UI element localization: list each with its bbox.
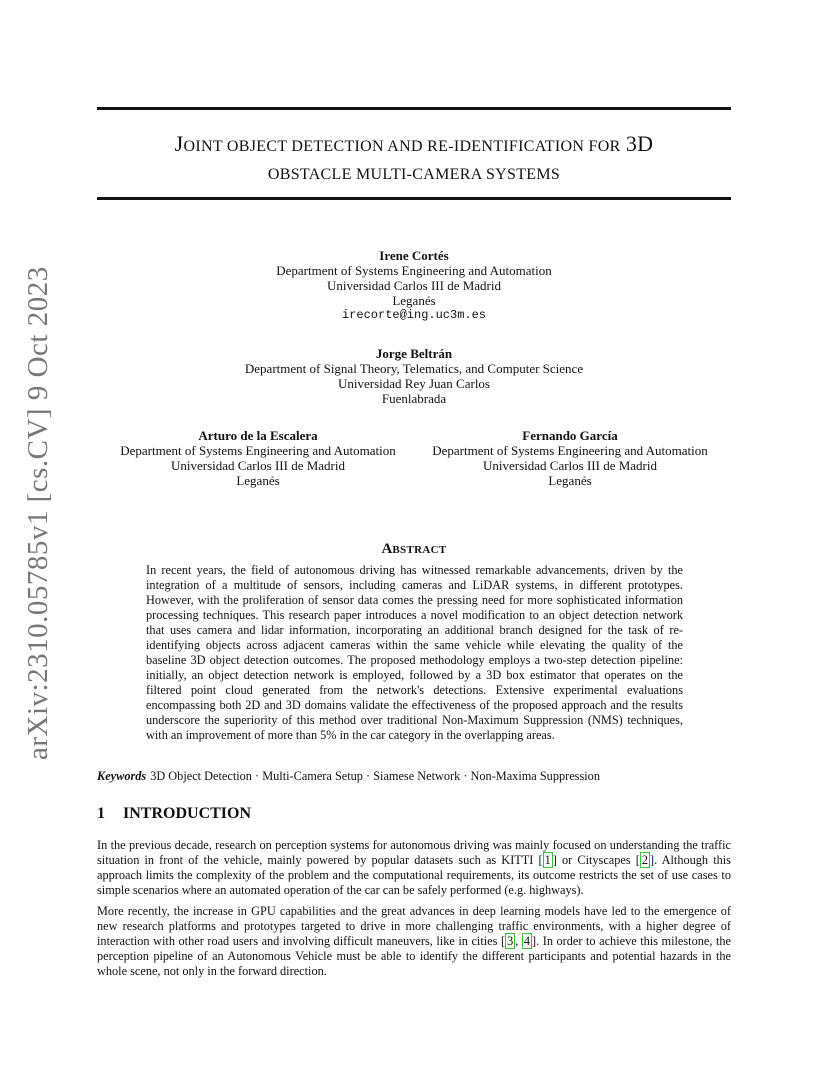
author-dept: Department of Systems Engineering and Automation xyxy=(432,443,708,458)
author-city: Fuenlabrada xyxy=(381,391,447,406)
author-univ: Universidad Rey Juan Carlos xyxy=(337,376,490,391)
citation-separator: , xyxy=(515,934,522,948)
author-city: Leganés xyxy=(392,293,436,308)
author-dept: Department of Systems Engineering and Automation xyxy=(276,263,552,278)
author-city: Leganés xyxy=(236,473,280,488)
citation-link[interactable]: 3 xyxy=(507,934,514,948)
paper-title xyxy=(97,130,731,188)
citation-link[interactable]: 2 xyxy=(641,853,649,867)
abstract-heading-rest: BSTRACT xyxy=(392,544,447,556)
title-rule-bottom xyxy=(97,197,731,200)
paragraph-text: ] or Cityscapes [ xyxy=(552,853,640,867)
abstract-heading-initial: A xyxy=(381,541,393,557)
author-city: Leganés xyxy=(548,473,592,488)
paragraph-text: More recently, the increase in GPU capabilities and the great advances in deep learning models have led to the emergence of new research platforms and prototypes targeted to drive in more challenging traffic environments, with a higher degree of interaction with other road users and involving difficult maneuvers, like in cities [ xyxy=(97,904,731,948)
paragraph-text: ]. In order to achieve this milestone, the perception pipeline of an Autonomous Vehicle must be able to identify the different participants and potential hazards in the whole scene, not only in the forward direction. xyxy=(97,934,731,978)
abstract-text: In recent years, the field of autonomous driving has witnessed remarkable advancements, driven by the integration of a multitude of sensors, including cameras and LiDAR systems, in different prototypes. However, with the proliferation of sensor data comes the pressing need for more sophisticated information processing techniques. This research paper introduces a novel modification to an object detection network that uses camera and lidar information, incorporating an additional branch designed for the task of re-identifying objects across adjacent cameras within the same vehicle while elevating the quality of the baseline 3D object detection outcomes. The proposed methodology employs a two-step detection pipeline: initially, an object detection network is employed, followed by a 3D box estimator that operates on the filtered point cloud generated from the network's detections. Extensive experimental evaluations encompassing both 2D and 3D domains validate the effectiveness of the proposed approach and the results underscore the superiority of this method over traditional Non-Maximum Suppression (NMS) techniques, with an improvement of more than 5% in the car category in the overlapping areas. xyxy=(146,563,683,742)
author-name: Fernando García xyxy=(522,428,618,443)
keywords-line xyxy=(97,769,731,784)
author-univ: Universidad Carlos III de Madrid xyxy=(170,458,345,473)
paragraph-text: ]. Although this approach limits the complexity of the problem and the computational requirements, its outcome restricts the set of use cases to simple scenarios where an automated operation of the car can be safely performed (e.g. highways). xyxy=(97,853,731,897)
section-title: INTRODUCTION xyxy=(123,805,252,822)
author-block-2 xyxy=(164,346,664,406)
arxiv-side-stamp: arXiv:2310.05785v1 [cs.CV] 9 Oct 2023 xyxy=(22,266,54,760)
author-dept: Department of Signal Theory, Telematics, and Computer Science xyxy=(244,361,584,376)
author-email: irecorte@ing.uc3m.es xyxy=(341,308,487,322)
paragraph-text: In the previous decade, research on perception systems for autonomous driving was mainly focused on understanding the traffic situation in front of the vehicle, mainly powered by popular datasets such as KITTI [ xyxy=(97,838,731,867)
citation-link[interactable]: 1 xyxy=(544,853,551,867)
section-number: 1 xyxy=(97,805,105,822)
title-line-1 xyxy=(97,130,731,160)
author-univ: Universidad Carlos III de Madrid xyxy=(326,278,501,293)
title-smallcaps-1: OINT OBJECT DETECTION AND RE-IDENTIFICATION FOR xyxy=(183,138,621,155)
author-block-4 xyxy=(420,428,720,488)
author-dept: Department of Systems Engineering and Automation xyxy=(120,443,396,458)
keywords-label: Keywords xyxy=(97,769,147,783)
title-rule-top xyxy=(97,107,731,110)
title-3d: 3D xyxy=(625,131,654,156)
section-heading xyxy=(97,804,251,824)
intro-paragraph-2 xyxy=(97,904,731,979)
author-name: Jorge Beltrán xyxy=(375,346,453,361)
author-block-3 xyxy=(108,428,408,488)
title-initial: J xyxy=(174,131,184,156)
intro-paragraph-1 xyxy=(97,838,731,898)
title-smallcaps-2: OBSTACLE MULTI-CAMERA SYSTEMS xyxy=(267,166,561,183)
title-line-2 xyxy=(97,160,731,188)
citation-link[interactable]: 4 xyxy=(523,934,531,948)
author-name: Arturo de la Escalera xyxy=(198,428,318,443)
author-univ: Universidad Carlos III de Madrid xyxy=(482,458,657,473)
author-block-1 xyxy=(164,248,664,323)
keywords-text: 3D Object Detection · Multi-Camera Setup · Siamese Network · Non-Maxima Suppression xyxy=(150,769,600,783)
author-name: Irene Cortés xyxy=(379,248,449,263)
abstract-heading xyxy=(97,541,731,558)
